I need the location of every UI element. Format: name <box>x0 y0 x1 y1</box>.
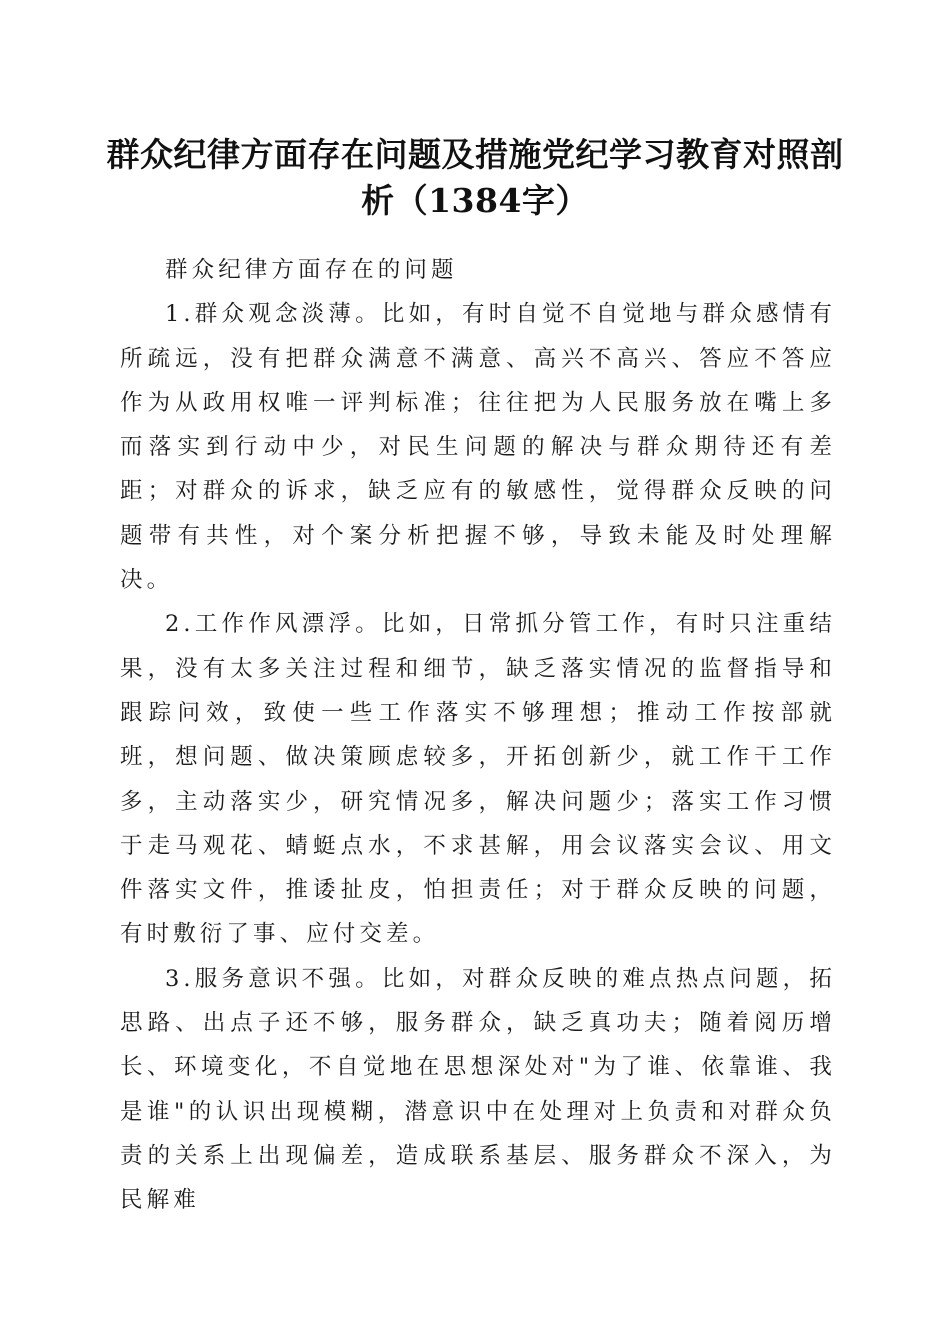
paragraph-3: 3.服务意识不强。比如，对群众反映的难点热点问题，拓思路、出点子还不够，服务群众，缺乏真功夫；随着阅历增长、环境变化，不自觉地在思想深处对"为了谁、依靠谁、我是谁"的认识出现模糊，潜意识中在处理对上负责和对群众负责的关系上出现偏差，造成联系基层、服务群众不深入，为民解难 <box>120 965 836 1214</box>
section-heading: 群众纪律方面存在的问题 <box>165 257 458 283</box>
paragraph-2: 2.工作作风漂浮。比如，日常抓分管工作，有时只注重结果，没有太多关注过程和细节，缺乏落实情况的监督指导和跟踪问效，致使一些工作落实不够理想；推动工作按部就班，想问题、做决策顾虑较多，开拓创新少，就工作干工作多，主动落实少，研究情况多，解决问题少；落实工作习惯于走马观花、蜻蜓点水，不求甚解，用会议落实会议、用文件落实文件，推诿扯皮，怕担责任；对于群众反映的问题，有时敷衍了事、应付交差。 <box>120 611 836 948</box>
document-title: 群众纪律方面存在问题及措施党纪学习教育对照剖析（1384字） <box>106 135 844 220</box>
paragraph-1: 1.群众观念淡薄。比如，有时自觉不自觉地与群众感情有所疏远，没有把群众满意不满意、高兴不高兴、答应不答应作为从政用权唯一评判标准；往往把为人民服务放在嘴上多而落实到行动中少，对民生问题的解决与群众期待还有差距；对群众的诉求，缺乏应有的敏感性，觉得群众反映的问题带有共性，对个案分析把握不够，导致未能及时处理解决。 <box>120 301 836 594</box>
document-body <box>120 248 836 1223</box>
